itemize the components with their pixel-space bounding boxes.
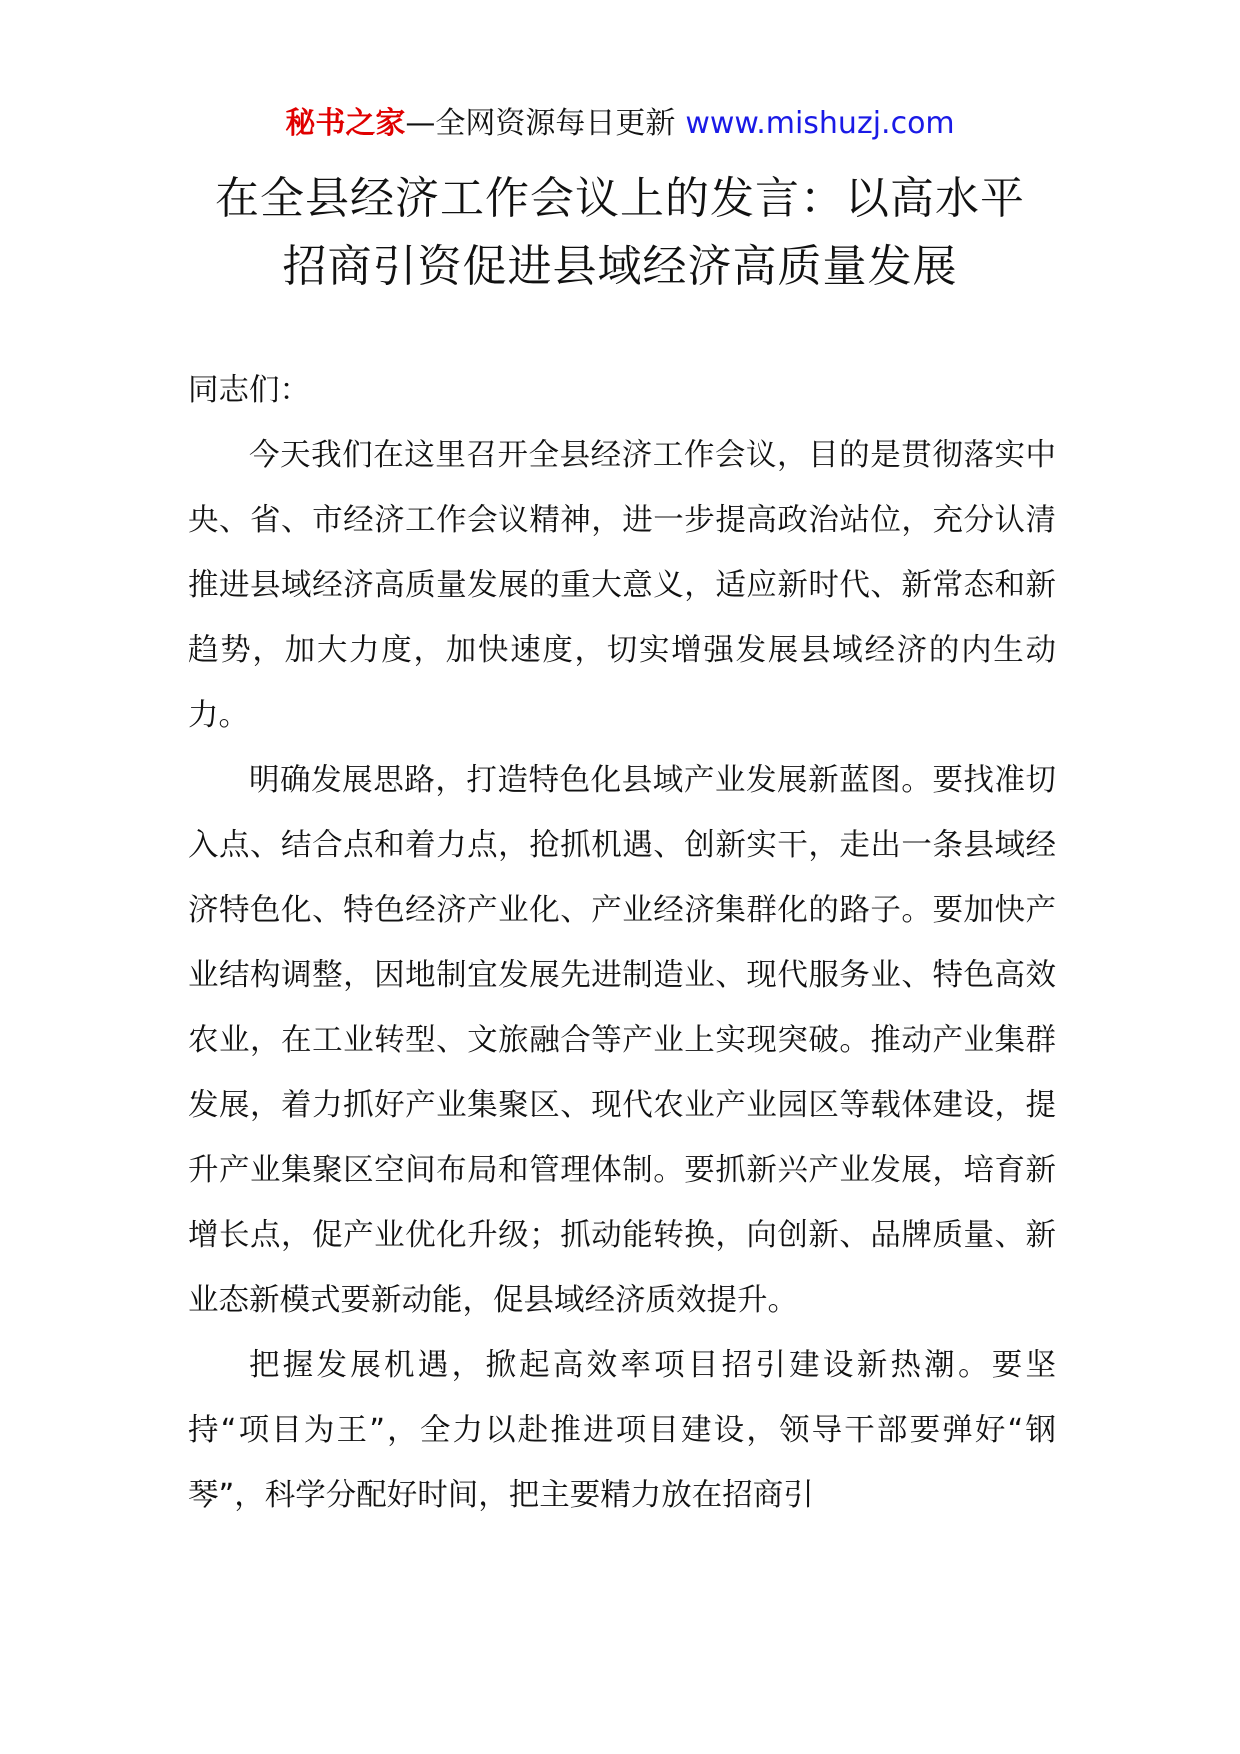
- site-brand: 秘书之家: [285, 106, 406, 141]
- document-title-line-2: 招商引资促进县域经济高质量发展: [282, 241, 958, 292]
- body-paragraph-3: 把握发展机遇，掀起高效率项目招引建设新热潮。要坚持“项目为王”，全力以赴推进项目建设，领导干部要弹好“钢琴”，科学分配好时间，把主要精力放在招商引: [188, 1348, 1056, 1513]
- site-tagline: —全网资源每日更新: [405, 106, 676, 141]
- site-header: [0, 104, 1240, 144]
- body-paragraph-1: 今天我们在这里召开全县经济工作会议，目的是贯彻落实中央、省、市经济工作会议精神，进一步提高政治站位，充分认清推进县域经济高质量发展的重大意义，适应新时代、新常态和新趋势，加大力度，加快速度，切实增强发展县域经济的内生动力。: [188, 438, 1056, 733]
- document-title: [140, 165, 1100, 301]
- document-title-line-1: 在全县经济工作会议上的发言：以高水平: [215, 173, 1025, 224]
- salutation: 同志们：: [188, 373, 310, 408]
- document-body: [188, 358, 1056, 1528]
- site-url-link[interactable]: www.mishuzj.com: [685, 106, 955, 141]
- body-paragraph-2: 明确发展思路，打造特色化县域产业发展新蓝图。要找准切入点、结合点和着力点，抢抓机遇、创新实干，走出一条县域经济特色化、特色经济产业化、产业经济集群化的路子。要加快产业结构调整，因地制宜发展先进制造业、现代服务业、特色高效农业，在工业转型、文旅融合等产业上实现突破。推动产业集群发展，着力抓好产业集聚区、现代农业产业园区等载体建设，提升产业集聚区空间布局和管理体制。要抓新兴产业发展，培育新增长点，促产业优化升级；抓动能转换，向创新、品牌质量、新业态新模式要新动能，促县域经济质效提升。: [188, 763, 1056, 1318]
